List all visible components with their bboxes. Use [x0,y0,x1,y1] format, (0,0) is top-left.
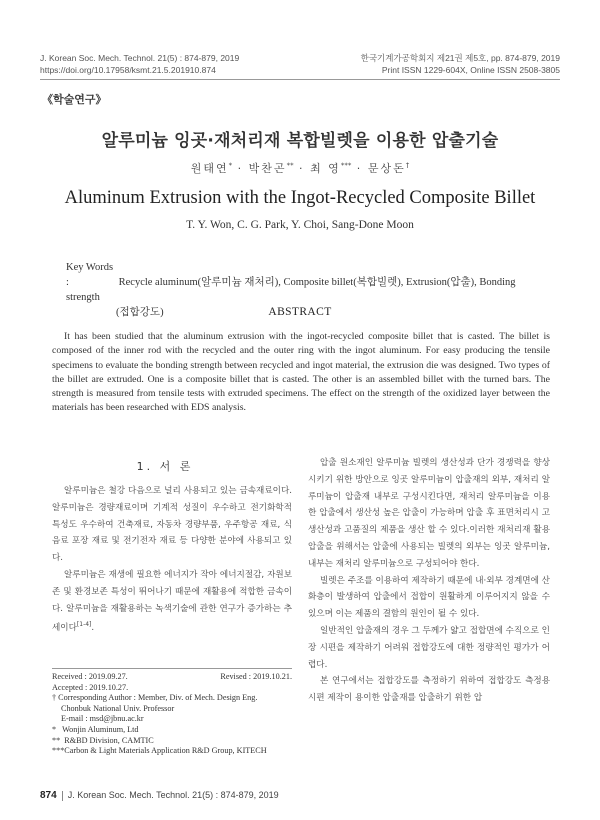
abstract-body: It has been studied that the aluminum extrusion with the ingot-recycled composite billet that is casted. The billet is composed of the inner rod with the recycled and the outer ring with the ingot aluminum. For easy producing the tensile specimens to evaluate the bonding strength between recycled and ingot material, the extrusion die was designed. Two types of the billet are extruded. One is a composite billet that is casted. The other is an assembled billet with the turned bars. The strength is measured from tensile tests with extruded specimens. The effect on the strength of the oxidized layer between the materials has been researched with EDS analysis. [52,331,550,414]
keywords-list-continued: (접합강도) [116,307,164,318]
author-separator: · [351,162,368,175]
footer-separator [62,791,63,801]
revised-date: Revised : 2019.10.21. [220,672,292,681]
author-name: 박찬곤 [248,162,287,175]
running-header-left [40,52,239,76]
paragraph-text: 알루미늄은 재생에 필요한 에너지가 작아 에너지절감, 자원보존 및 환경보존 특성이 뛰어나기 때문에 재활용에 적합한 금속이다. 알루미늄을 재활용하는 녹색기술에 관한 연구가 증가하는 추세이다 [52,569,292,634]
author-name: 원태연 [190,162,229,175]
author-separator: · [232,162,249,175]
authors-english: T. Y. Won, C. G. Park, Y. Choi, Sang-Done Moon [186,219,414,231]
keywords-list: Recycle aluminum(알루미늄 재처리), Composite billet(복합빌렛), Extrusion(압출), Bonding strength [66,277,516,303]
authors-korean [0,160,600,176]
accepted-date: Accepted : 2019.10.27. [52,682,129,692]
paragraph: 일반적인 압출재의 경우 그 두께가 얇고 접합면에 수직으로 인장 시편을 제작하기 어려워 접합강도에 대한 정량적인 평가가 어렵다. [308,625,550,670]
keywords-label: Key Words : [66,262,114,288]
affiliation-footnote: ** R&BD Division, CAMTIC [52,735,154,745]
paper-title-korean: 알루미늄 잉곳·재처리재 복합빌렛을 이용한 압출기술 [101,131,499,151]
page-footer [40,790,279,801]
page-number: 874 [40,790,57,801]
journal-citation: J. Korean Soc. Mech. Technol. 21(5) : 874-879, 2019 [40,53,240,63]
affiliation-mark: *** [340,161,352,170]
issn-info: Print ISSN 1229-604X, Online ISSN 2508-3805 [381,65,560,75]
affiliation-footnote: ***Carbon & Light Materials Application R&D Group, KITECH [52,746,267,756]
section-heading-introduction: 1. 서 론 [136,460,194,473]
left-column [52,483,292,637]
right-column [308,455,550,707]
paragraph: 빌렛은 주조를 이용하여 제작하기 때문에 내·외부 경계면에 산화층이 발생하여 압출에서 접합이 원활하게 이루어지지 않을 수 있으며 이는 제품의 결함의 원인이 될 수 있다. [308,575,550,620]
corresponding-author-affiliation: Chonbuk National Univ. Professor [61,703,175,713]
running-header-right [361,52,560,76]
paragraph: 본 연구에서는 접합강도를 측정하기 위하여 접합강도 측정용 시편 제작이 용이한 압출재를 압출하기 위한 압 [308,676,550,704]
journal-citation-korean: 한국기계가공학회지 제21권 제5호, pp. 874-879, 2019 [360,53,560,63]
footnote-divider [52,668,292,669]
author-separator: · [293,162,311,175]
affiliation-mark: * [228,161,233,170]
affiliation-mark: ** [286,161,294,170]
author-name: 문상돈 [367,162,406,175]
paragraph: 알루미늄은 철강 다음으로 널리 사용되고 있는 금속재료이다. 알루미늄은 경량재료이며 기계적 성질이 우수하고 전기화학적 특성도 우수하여 건축재료, 자동차 경량부품, 우주항공 재료, 식음료 포장 재료 및 전기전자 재료 등 다양한 분야에 사용되고 있다. [52,486,292,564]
affiliation-mark: † [405,161,410,170]
paragraph [52,567,292,637]
received-date: Received : 2019.09.27. [52,672,128,681]
footer-citation: J. Korean Soc. Mech. Technol. 21(5) : 874-879, 2019 [67,790,279,800]
corresponding-author: † Corresponding Author : Member, Div. of Mech. Design Eng. [52,693,258,703]
doi-link[interactable]: https://doi.org/10.17958/ksmt.21.5.201910.874 [40,65,216,75]
footnotes [52,672,292,757]
abstract-heading: ABSTRACT [268,306,332,318]
paragraph: 압출 원소재인 알루미늄 빌렛의 생산성과 단가 경쟁력을 향상시키기 위한 방안으로 잉곳 알루미늄이 압출재의 외부, 재처리 알루미늄이 압출재 내부로 구성시킨다면, 재처리 알루미늄을 이용한 압출에서 생산성 높은 압출이 가능하며 압출 후 표면처리시 고생산성과 고품질의 제품을 생산 할 수 있다.이러한 재처리재 활용 압출을 위해서는 압출에 사용되는 빌렛의 외부는 잉곳 알루미늄, 내부는 재처리 알루미늄으로 구성되어야 한다. [308,458,550,569]
header-divider [40,79,560,80]
corresponding-email[interactable]: E-mail : msd@jbnu.ac.kr [61,714,144,724]
paper-title-english: Aluminum Extrusion with the Ingot-Recycled Composite Billet [64,188,536,208]
paragraph-text: . [91,623,95,634]
article-category: 《학술연구》 [42,93,107,106]
author-name: 최 영 [310,162,341,175]
affiliation-footnote: * Wonjin Aluminum, Ltd [52,724,139,734]
citation-ref[interactable]: [1-4] [76,621,92,629]
